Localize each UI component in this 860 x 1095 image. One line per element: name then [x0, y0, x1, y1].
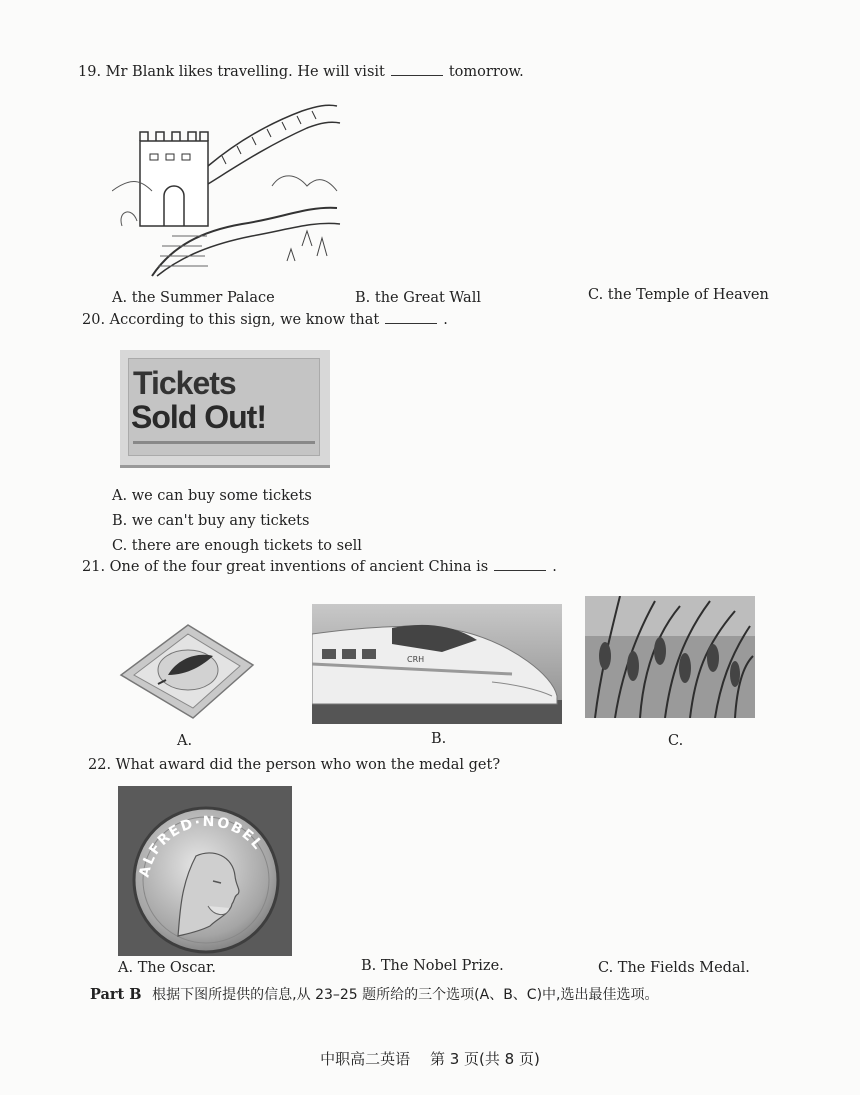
q19-option-b[interactable]: B. the Great Wall [355, 290, 481, 306]
q21-option-a[interactable]: A. [177, 733, 193, 749]
page-footer: 中职高二英语 第 3 页(共 8 页) [320, 1050, 540, 1068]
q21-stem [82, 558, 557, 575]
medal-inscription-path: ALFRED·NOBEL [136, 813, 267, 879]
q22-option-b[interactable]: B. The Nobel Prize. [361, 958, 504, 974]
q20-option-c[interactable]: C. there are enough tickets to sell [112, 538, 362, 554]
q22-stem-text: What award did the person who won the medal get? [115, 757, 501, 773]
q21-option-c[interactable]: C. [668, 733, 684, 749]
q20-stem-after: . [443, 312, 448, 328]
train-label: CRH [407, 655, 425, 664]
part-b-instruction: 根据下图所提供的信息,从 23–25 题所给的三个选项(A、B、C)中,选出最佳选项。 [152, 987, 659, 1003]
rice-plants-image [585, 596, 755, 718]
sign-line-1: Tickets [133, 365, 236, 401]
q20-option-a[interactable]: A. we can buy some tickets [112, 488, 312, 504]
q22-option-a[interactable]: A. The Oscar. [118, 960, 216, 976]
q20-stem-before: According to this sign, we know that [109, 312, 380, 328]
part-b-heading [90, 984, 658, 1004]
q20-option-b[interactable]: B. we can't buy any tickets [112, 513, 310, 529]
part-b-label: Part B [90, 986, 142, 1003]
q19-stem-after: tomorrow. [448, 64, 524, 80]
sign-line-2: Sold Out! [131, 399, 266, 435]
q22-stem [88, 757, 500, 773]
compass-image [118, 620, 258, 720]
q19-number: 19. [78, 64, 102, 80]
q21-blank [494, 558, 546, 571]
q20-stem [82, 311, 448, 328]
q19-stem [78, 63, 524, 80]
tickets-sold-out-sign [120, 350, 330, 468]
q19-option-c[interactable]: C. the Temple of Heaven [588, 287, 769, 303]
q21-option-b[interactable]: B. [431, 731, 447, 747]
q21-stem-before: One of the four great inventions of ancient China is [109, 559, 489, 575]
q19-option-a[interactable]: A. the Summer Palace [112, 290, 275, 306]
q20-number: 20. [82, 312, 106, 328]
high-speed-train-image [312, 604, 562, 724]
q21-number: 21. [82, 559, 106, 575]
q21-stem-after: . [552, 559, 557, 575]
q19-stem-before: Mr Blank likes travelling. He will visit [105, 64, 385, 80]
nobel-medal-image [118, 786, 292, 956]
great-wall-drawing [112, 96, 342, 281]
q22-number: 22. [88, 757, 112, 773]
q19-blank [391, 63, 443, 76]
q20-blank [385, 311, 437, 324]
q22-option-c[interactable]: C. The Fields Medal. [598, 960, 750, 976]
